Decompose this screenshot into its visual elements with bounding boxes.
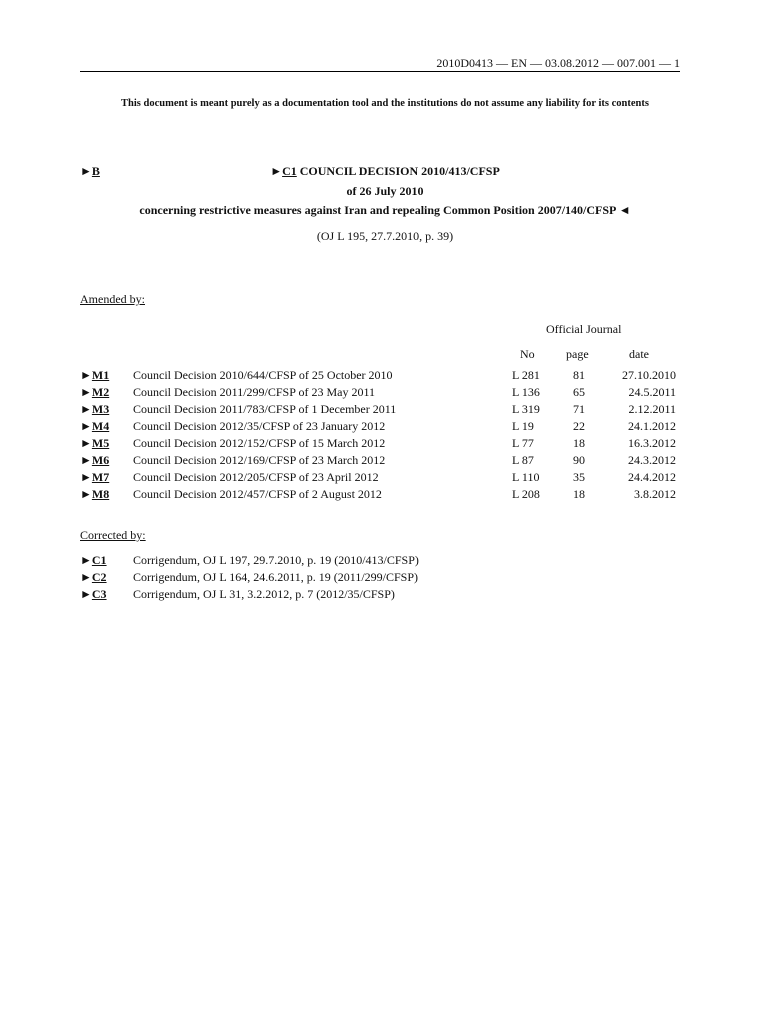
amendment-description: Council Decision 2010/644/CFSP of 25 October 2010 bbox=[133, 368, 393, 382]
marker-arrow-icon: ► bbox=[80, 587, 92, 601]
journal-date: 24.4.2012 bbox=[628, 470, 676, 484]
corrigendum-description: Corrigendum, OJ L 197, 29.7.2010, p. 19 (2010/413/CFSP) bbox=[133, 553, 419, 567]
amended-by-label: Amended by: bbox=[80, 292, 145, 306]
journal-date: 24.3.2012 bbox=[628, 453, 676, 467]
amendment-marker[interactable] bbox=[80, 470, 109, 485]
amendment-row bbox=[0, 470, 770, 487]
corrigendum-row bbox=[0, 587, 770, 604]
amendment-row bbox=[0, 436, 770, 453]
amendment-ref-link[interactable]: M8 bbox=[91, 487, 110, 501]
disclaimer-text: This document is meant purely as a documentation tool and the institutions do not assume any liability for its contents bbox=[121, 98, 649, 109]
journal-page: 18 bbox=[573, 487, 585, 501]
journal-page: 81 bbox=[573, 368, 585, 382]
document-date-line: of 26 July 2010 bbox=[346, 184, 424, 198]
marker-arrow-icon: ► bbox=[80, 470, 92, 484]
marker-arrow-icon: ► bbox=[80, 164, 92, 178]
journal-number: L 281 bbox=[512, 368, 540, 382]
amendment-marker[interactable] bbox=[80, 385, 109, 400]
amendment-row bbox=[0, 419, 770, 436]
amendment-ref-link[interactable]: M2 bbox=[91, 385, 110, 399]
amendment-row bbox=[0, 487, 770, 504]
journal-page: 65 bbox=[573, 385, 585, 399]
document-reference: 2010D0413 — EN — 03.08.2012 — 007.001 — 1 bbox=[436, 56, 680, 70]
amendment-description: Council Decision 2012/205/CFSP of 23 April 2012 bbox=[133, 470, 379, 484]
amendment-marker[interactable] bbox=[80, 453, 109, 468]
journal-date: 16.3.2012 bbox=[628, 436, 676, 450]
journal-number: L 319 bbox=[512, 402, 540, 416]
title-text: COUNCIL DECISION 2010/413/CFSP bbox=[299, 164, 500, 178]
amendment-description: Council Decision 2012/152/CFSP of 15 March 2012 bbox=[133, 436, 386, 450]
corrigendum-row bbox=[0, 553, 770, 570]
official-journal-reference: (OJ L 195, 27.7.2010, p. 39) bbox=[316, 229, 454, 243]
official-journal-heading: Official Journal bbox=[546, 322, 622, 336]
amendment-description: Council Decision 2011/783/CFSP of 1 December 2011 bbox=[133, 402, 397, 416]
marker-arrow-icon: ► bbox=[80, 436, 92, 450]
journal-page: 90 bbox=[573, 453, 585, 467]
marker-arrow-icon: ► bbox=[80, 570, 92, 584]
amendment-ref-link[interactable]: M4 bbox=[91, 419, 110, 433]
amendment-ref-link[interactable]: M3 bbox=[91, 402, 110, 416]
amendment-marker[interactable] bbox=[80, 402, 109, 417]
column-header-no: No bbox=[520, 347, 535, 361]
amendment-description: Council Decision 2012/169/CFSP of 23 March 2012 bbox=[133, 453, 386, 467]
amendment-marker[interactable] bbox=[80, 487, 109, 502]
journal-date: 27.10.2010 bbox=[622, 368, 676, 382]
amendment-ref-link[interactable]: M5 bbox=[91, 436, 110, 450]
journal-number: L 77 bbox=[512, 436, 534, 450]
journal-number: L 136 bbox=[512, 385, 540, 399]
marker-arrow-icon: ► bbox=[80, 553, 92, 567]
corrigendum-ref-link[interactable]: C1 bbox=[91, 553, 107, 567]
base-act-ref-link[interactable]: B bbox=[91, 164, 100, 178]
amendment-description: Council Decision 2012/457/CFSP of 2 August 2012 bbox=[133, 487, 382, 501]
corrigendum-marker[interactable] bbox=[80, 553, 107, 568]
amendment-ref-link[interactable]: M7 bbox=[91, 470, 110, 484]
amendment-ref-link[interactable]: M6 bbox=[91, 453, 110, 467]
marker-arrow-icon: ► bbox=[270, 164, 283, 178]
amendment-row bbox=[0, 368, 770, 385]
journal-number: L 87 bbox=[512, 453, 534, 467]
subject-text: concerning restrictive measures against Iran and repealing Common Position 2007/140/CFSP bbox=[139, 203, 616, 217]
corrigendum-description: Corrigendum, OJ L 31, 3.2.2012, p. 7 (2012/35/CFSP) bbox=[133, 587, 395, 601]
amendment-row bbox=[0, 402, 770, 419]
amendment-ref-link[interactable]: M1 bbox=[91, 368, 110, 382]
document-subject bbox=[0, 203, 770, 218]
title-correction-ref-link[interactable]: C1 bbox=[282, 164, 297, 178]
corrigendum-marker[interactable] bbox=[80, 570, 107, 585]
column-header-page: page bbox=[566, 347, 589, 361]
amendment-marker[interactable] bbox=[80, 436, 109, 451]
journal-date: 2.12.2011 bbox=[628, 402, 676, 416]
journal-page: 71 bbox=[573, 402, 585, 416]
corrigendum-description: Corrigendum, OJ L 164, 24.6.2011, p. 19 (2011/299/CFSP) bbox=[133, 570, 419, 584]
journal-date: 24.1.2012 bbox=[628, 419, 676, 433]
document-title bbox=[0, 164, 770, 179]
journal-page: 18 bbox=[573, 436, 585, 450]
marker-arrow-icon: ► bbox=[80, 368, 92, 382]
marker-arrow-icon: ► bbox=[80, 385, 92, 399]
journal-date: 24.5.2011 bbox=[628, 385, 676, 399]
journal-page: 35 bbox=[573, 470, 585, 484]
corrigendum-ref-link[interactable]: C2 bbox=[91, 570, 107, 584]
corrected-by-label: Corrected by: bbox=[80, 528, 146, 542]
column-header-date: date bbox=[629, 347, 649, 361]
amendment-row bbox=[0, 453, 770, 470]
marker-arrow-icon: ► bbox=[80, 487, 92, 501]
corrigendum-marker[interactable] bbox=[80, 587, 107, 602]
marker-arrow-icon: ► bbox=[80, 419, 92, 433]
corrigendum-row bbox=[0, 570, 770, 587]
journal-number: L 110 bbox=[512, 470, 540, 484]
amendment-marker[interactable] bbox=[80, 419, 109, 434]
journal-number: L 19 bbox=[512, 419, 534, 433]
journal-number: L 208 bbox=[512, 487, 540, 501]
amendment-marker[interactable] bbox=[80, 368, 109, 383]
end-marker-icon: ◄ bbox=[618, 203, 631, 217]
amendment-row bbox=[0, 385, 770, 402]
journal-page: 22 bbox=[573, 419, 585, 433]
corrigendum-ref-link[interactable]: C3 bbox=[91, 587, 107, 601]
marker-arrow-icon: ► bbox=[80, 402, 92, 416]
marker-arrow-icon: ► bbox=[80, 453, 92, 467]
journal-date: 3.8.2012 bbox=[634, 487, 676, 501]
amendment-description: Council Decision 2012/35/CFSP of 23 January 2012 bbox=[133, 419, 386, 433]
header-divider bbox=[80, 71, 680, 72]
amendment-description: Council Decision 2011/299/CFSP of 23 May 2011 bbox=[133, 385, 376, 399]
